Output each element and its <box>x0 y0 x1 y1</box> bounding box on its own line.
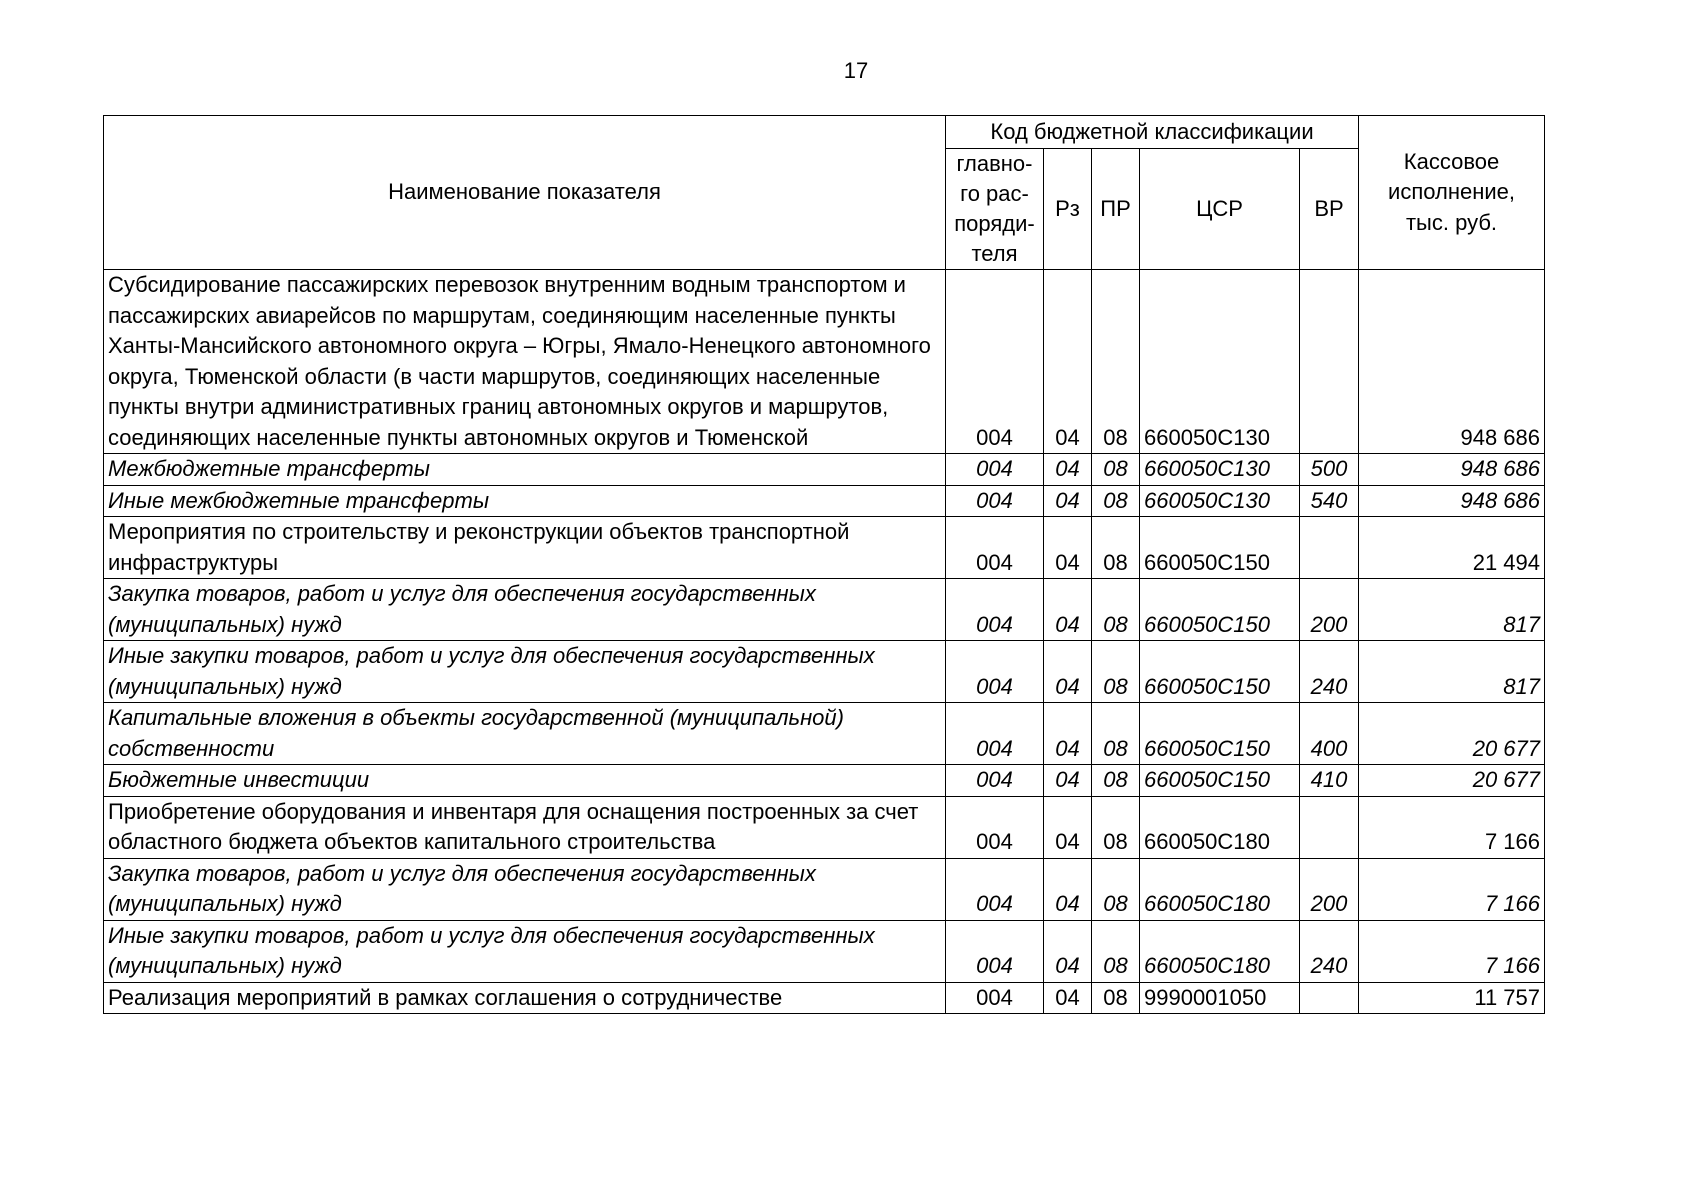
header-name: Наименование показателя <box>104 116 946 270</box>
table-row <box>104 454 1545 486</box>
cell-name: Капитальные вложения в объекты государственной (муниципальной) собственности <box>104 703 946 765</box>
cell-pr: 08 <box>1092 920 1140 982</box>
header-execution: Кассовое исполнение, тыс. руб. <box>1359 116 1545 270</box>
table-row <box>104 796 1545 858</box>
cell-rz: 04 <box>1044 454 1092 486</box>
cell-vr: 500 <box>1300 454 1359 486</box>
cell-csr: 9990001050 <box>1140 982 1300 1014</box>
cell-pr: 08 <box>1092 765 1140 797</box>
cell-manager: 004 <box>946 703 1044 765</box>
cell-csr: 660050С180 <box>1140 858 1300 920</box>
cell-amount: 948 686 <box>1359 270 1545 454</box>
table-row <box>104 579 1545 641</box>
cell-manager: 004 <box>946 454 1044 486</box>
cell-vr <box>1300 796 1359 858</box>
cell-manager: 004 <box>946 485 1044 517</box>
table-row <box>104 485 1545 517</box>
cell-pr: 08 <box>1092 485 1140 517</box>
header-csr: ЦСР <box>1140 149 1300 270</box>
cell-amount: 7 166 <box>1359 858 1545 920</box>
cell-name: Мероприятия по строительству и реконструкции объектов транспортной инфраструктуры <box>104 517 946 579</box>
cell-manager: 004 <box>946 982 1044 1014</box>
cell-amount: 817 <box>1359 579 1545 641</box>
header-vr: ВР <box>1300 149 1359 270</box>
cell-csr: 660050С130 <box>1140 270 1300 454</box>
cell-amount: 21 494 <box>1359 517 1545 579</box>
cell-csr: 660050С150 <box>1140 579 1300 641</box>
cell-name: Приобретение оборудования и инвентаря для оснащения построенных за счет областного бюджета объектов капитального строительства <box>104 796 946 858</box>
cell-amount: 20 677 <box>1359 703 1545 765</box>
cell-csr: 660050С180 <box>1140 920 1300 982</box>
cell-csr: 660050С150 <box>1140 703 1300 765</box>
cell-amount: 11 757 <box>1359 982 1545 1014</box>
cell-rz: 04 <box>1044 517 1092 579</box>
table-row <box>104 765 1545 797</box>
cell-name: Межбюджетные трансферты <box>104 454 946 486</box>
cell-csr: 660050С180 <box>1140 796 1300 858</box>
cell-pr: 08 <box>1092 703 1140 765</box>
table-row <box>104 703 1545 765</box>
cell-vr: 240 <box>1300 920 1359 982</box>
cell-name: Иные закупки товаров, работ и услуг для обеспечения государственных (муниципальных) нужд <box>104 641 946 703</box>
cell-amount: 7 166 <box>1359 796 1545 858</box>
cell-rz: 04 <box>1044 982 1092 1014</box>
cell-csr: 660050С150 <box>1140 641 1300 703</box>
cell-name: Иные закупки товаров, работ и услуг для обеспечения государственных (муниципальных) нужд <box>104 920 946 982</box>
cell-name: Реализация мероприятий в рамках соглашения о сотрудничестве <box>104 982 946 1014</box>
header-rz: Рз <box>1044 149 1092 270</box>
cell-rz: 04 <box>1044 796 1092 858</box>
cell-amount: 817 <box>1359 641 1545 703</box>
header-code-group: Код бюджетной классификации <box>946 116 1359 149</box>
cell-manager: 004 <box>946 858 1044 920</box>
cell-csr: 660050С150 <box>1140 765 1300 797</box>
table-row <box>104 920 1545 982</box>
cell-pr: 08 <box>1092 641 1140 703</box>
cell-name: Закупка товаров, работ и услуг для обеспечения государственных (муниципальных) нужд <box>104 858 946 920</box>
header-row-top <box>104 116 1545 149</box>
cell-pr: 08 <box>1092 796 1140 858</box>
table-row <box>104 982 1545 1014</box>
cell-name: Бюджетные инвестиции <box>104 765 946 797</box>
cell-manager: 004 <box>946 796 1044 858</box>
cell-manager: 004 <box>946 579 1044 641</box>
cell-vr: 240 <box>1300 641 1359 703</box>
budget-execution-table <box>103 115 1545 1014</box>
cell-vr: 400 <box>1300 703 1359 765</box>
cell-vr <box>1300 517 1359 579</box>
cell-rz: 04 <box>1044 485 1092 517</box>
table-row <box>104 858 1545 920</box>
cell-rz: 04 <box>1044 703 1092 765</box>
cell-amount: 7 166 <box>1359 920 1545 982</box>
table-row <box>104 517 1545 579</box>
cell-manager: 004 <box>946 920 1044 982</box>
cell-pr: 08 <box>1092 579 1140 641</box>
cell-vr <box>1300 270 1359 454</box>
cell-name: Закупка товаров, работ и услуг для обеспечения государственных (муниципальных) нужд <box>104 579 946 641</box>
cell-manager: 004 <box>946 765 1044 797</box>
cell-pr: 08 <box>1092 858 1140 920</box>
cell-name: Субсидирование пассажирских перевозок внутренним водным транспортом и пассажирских авиарейсов по маршрутам, соединяющим населенные пункты Ханты-Мансийского автономного округа – Югры, Ямало-Ненецкого автономного округа, Тюменской области (в части маршрутов, соединяющих населенные пункты внутри административных границ автономных округов и маршрутов, соединяющих населенные пункты автономных округов и Тюменской <box>104 270 946 454</box>
cell-amount: 948 686 <box>1359 454 1545 486</box>
cell-rz: 04 <box>1044 858 1092 920</box>
cell-manager: 004 <box>946 641 1044 703</box>
cell-pr: 08 <box>1092 454 1140 486</box>
cell-rz: 04 <box>1044 765 1092 797</box>
cell-rz: 04 <box>1044 920 1092 982</box>
cell-vr: 410 <box>1300 765 1359 797</box>
page-number: 17 <box>843 58 869 83</box>
cell-amount: 20 677 <box>1359 765 1545 797</box>
cell-manager: 004 <box>946 517 1044 579</box>
cell-csr: 660050С130 <box>1140 485 1300 517</box>
cell-csr: 660050С130 <box>1140 454 1300 486</box>
header-pr: ПР <box>1092 149 1140 270</box>
cell-pr: 08 <box>1092 270 1140 454</box>
table-body <box>104 270 1545 1014</box>
cell-amount: 948 686 <box>1359 485 1545 517</box>
table-row <box>104 641 1545 703</box>
cell-vr: 200 <box>1300 858 1359 920</box>
cell-rz: 04 <box>1044 579 1092 641</box>
cell-pr: 08 <box>1092 517 1140 579</box>
cell-vr <box>1300 982 1359 1014</box>
cell-vr: 200 <box>1300 579 1359 641</box>
cell-manager: 004 <box>946 270 1044 454</box>
cell-rz: 04 <box>1044 641 1092 703</box>
cell-pr: 08 <box>1092 982 1140 1014</box>
cell-vr: 540 <box>1300 485 1359 517</box>
cell-csr: 660050С150 <box>1140 517 1300 579</box>
table-row <box>104 270 1545 454</box>
header-manager: главно- го рас- поряди- теля <box>946 149 1044 270</box>
cell-rz: 04 <box>1044 270 1092 454</box>
cell-name: Иные межбюджетные трансферты <box>104 485 946 517</box>
